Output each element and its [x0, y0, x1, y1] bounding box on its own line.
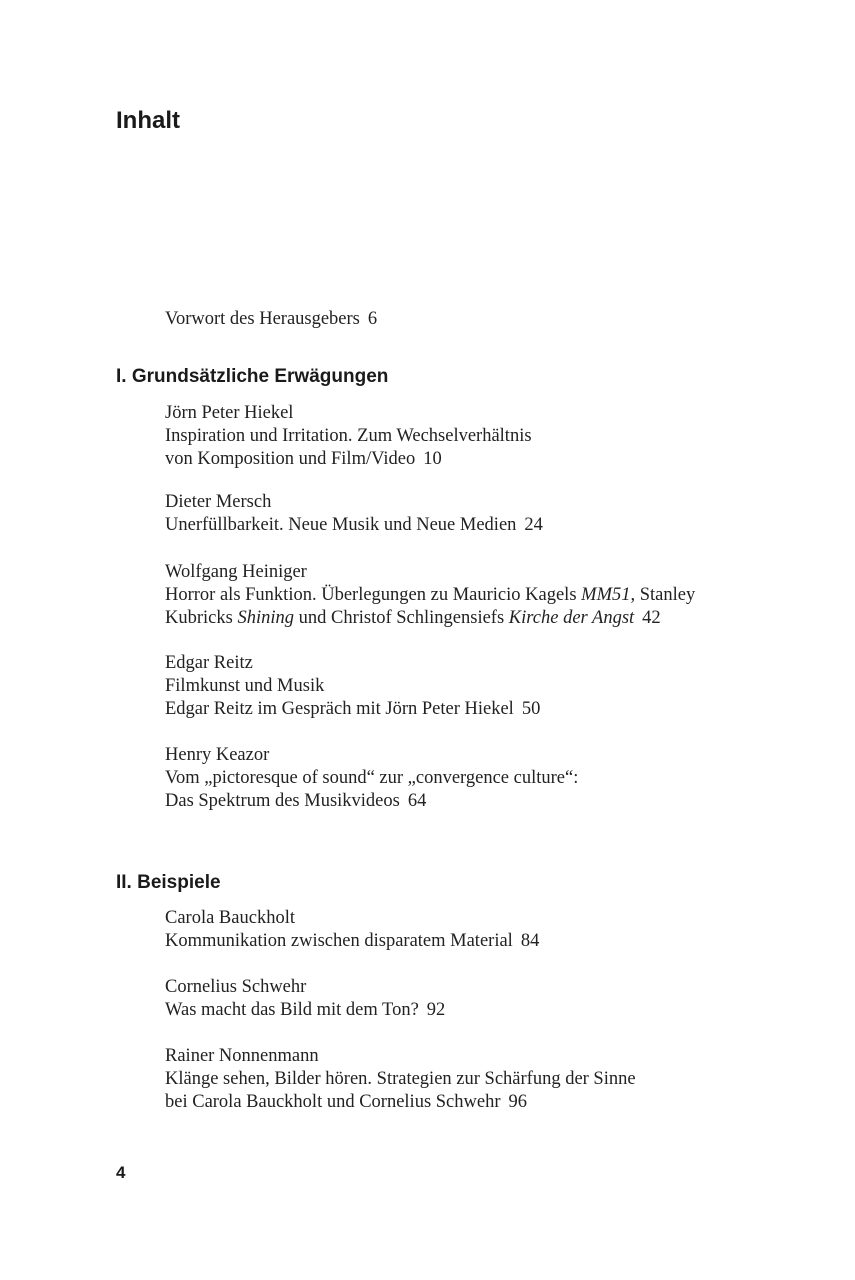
entry-title: Filmkunst und Musik	[165, 676, 325, 696]
entry-title: Vorwort des Herausgebers	[165, 309, 360, 329]
toc-entry	[165, 402, 805, 471]
entry-title-italic: Shining	[237, 608, 294, 628]
entry-title: Was macht das Bild mit dem Ton?	[165, 1000, 419, 1020]
entry-title: Kubricks	[165, 608, 238, 628]
toc-entry	[165, 491, 805, 537]
entry-page: 84	[520, 931, 540, 951]
entry-author: Henry Keazor	[165, 745, 270, 765]
entry-title-cont: Edgar Reitz im Gespräch mit Jörn Peter Hiekel	[165, 699, 514, 719]
entry-author: Carola Bauckholt	[165, 908, 295, 928]
section-heading-1: I. Grundsätzliche Erwägungen	[116, 366, 389, 387]
toc-entry	[165, 652, 805, 721]
toc-entry-preface	[165, 308, 805, 331]
toc-entry	[165, 907, 805, 953]
entry-title-italic: MM51	[581, 585, 631, 605]
entry-title-cont: Das Spektrum des Musikvideos	[165, 791, 400, 811]
section-heading-2: II. Beispiele	[116, 872, 221, 893]
toc-entry	[165, 976, 805, 1022]
entry-title: Inspiration und Irritation. Zum Wechselverhältnis	[165, 426, 532, 446]
toc-entry	[165, 1045, 805, 1114]
entry-author: Jörn Peter Hiekel	[165, 403, 294, 423]
entry-title-italic: Kirche der Angst	[508, 608, 635, 628]
entry-title: Kommunikation zwischen disparatem Material	[165, 931, 513, 951]
entry-page: 50	[521, 699, 541, 719]
entry-title: Unerfüllbarkeit. Neue Musik und Neue Medien	[165, 515, 517, 535]
entry-title: Klänge sehen, Bilder hören. Strategien zur Schärfung der Sinne	[165, 1069, 636, 1089]
toc-entry	[165, 561, 805, 630]
entry-page: 92	[426, 1000, 446, 1020]
toc-entry	[165, 744, 805, 813]
entry-page: 96	[508, 1092, 528, 1112]
entry-page: 64	[407, 791, 427, 811]
entry-title: und Christof Schlingensiefs	[293, 608, 509, 628]
entry-author: Cornelius Schwehr	[165, 977, 307, 997]
entry-title-cont: von Komposition und Film/Video	[165, 449, 416, 469]
entry-page: 42	[642, 608, 661, 628]
entry-page: 6	[367, 309, 378, 329]
entry-author: Dieter Mersch	[165, 492, 272, 512]
entry-author: Wolfgang Heiniger	[165, 562, 307, 582]
entry-page: 10	[423, 449, 442, 469]
page-number: 4	[116, 1163, 126, 1182]
entry-title: , Stanley	[630, 585, 696, 605]
entry-title: Horror als Funktion. Überlegungen zu Mauricio Kagels	[165, 585, 582, 605]
entry-page: 24	[524, 515, 543, 535]
page-title: Inhalt	[116, 107, 180, 134]
entry-author: Rainer Nonnenmann	[165, 1046, 319, 1066]
entry-title-cont: bei Carola Bauckholt und Cornelius Schwehr	[165, 1092, 501, 1112]
entry-title: Vom „pictoresque of sound“ zur „convergence culture“:	[165, 768, 579, 788]
entry-author: Edgar Reitz	[165, 653, 253, 673]
